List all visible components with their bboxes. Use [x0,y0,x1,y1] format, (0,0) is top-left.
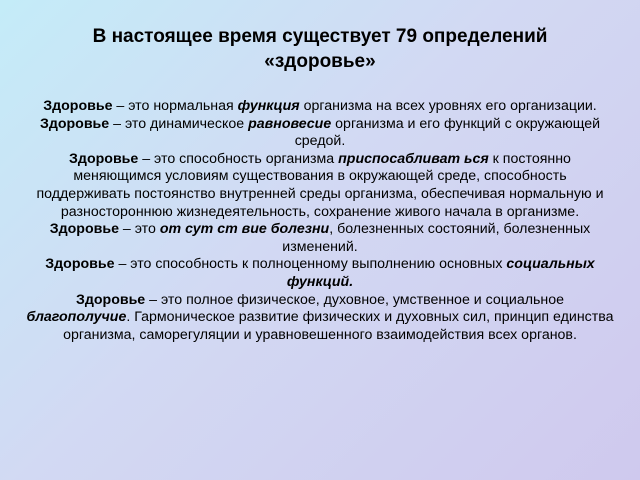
definition-paragraph [26,151,614,221]
definition-keyword: равновесие [248,115,332,132]
definition-paragraph [26,256,614,291]
definition-text: – это динамическое [109,115,249,132]
slide-title [26,24,614,74]
definition-text: – это способность к полноценному выполнению основных [114,256,507,273]
definition-term: Здоровье [49,221,119,238]
definition-term: Здоровье [75,291,146,308]
title-line-1: В настоящее время существует 79 определений [92,26,548,47]
definition-paragraph [26,98,614,116]
definition-keyword: от сут ст вие болезни [159,221,330,238]
definition-text: – это нормальная [112,98,238,114]
definition-keyword: функция [237,98,300,114]
definition-text: . Гармоническое развитие физических и духовных сил, принцип единства организма, саморегуляции и уравновешенного взаимодействия всех органов. [63,309,614,343]
title-line-2: «здоровье» [264,51,376,72]
definition-text: к постоянно меняющимся условиям существования в окружающей среде, способность поддерживать постоянство внутренней среды организма, обеспечивая нормальную и разностороннюю жизнедеятельность, сохранение живого начала в организме. [36,150,604,220]
definition-keyword: социальных функций. [286,256,595,290]
definition-paragraph [26,116,614,151]
definition-text: , болезненных состояний, болезненных изменений. [282,221,591,255]
definition-text: организма на всех уровнях его организации. [299,98,597,114]
definition-text: – это полное физическое, духовное, умственное и социальное [145,291,565,308]
definition-keyword: приспосабливат ься [338,150,489,167]
definition-text: – это способность организма [138,150,339,167]
definition-term: Здоровье [43,98,113,114]
definition-term: Здоровье [69,150,139,167]
definition-term: Здоровье [39,115,110,132]
definition-text: – это [118,221,160,238]
definition-paragraph [26,292,614,345]
definition-term: Здоровье [45,256,115,273]
definition-paragraph [26,221,614,256]
definition-keyword: благополучие [26,309,127,326]
definition-text: организма и его функций с окружающей средой. [294,115,601,150]
